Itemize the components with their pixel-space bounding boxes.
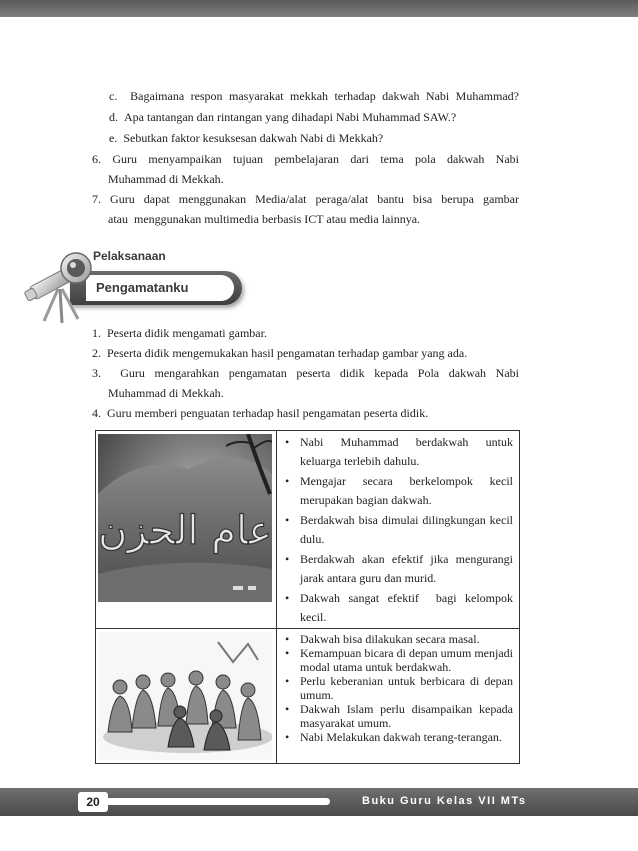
page-number: 20	[78, 792, 108, 812]
obs-step-4: 4. Guru memberi penguatan terhadap hasil pengamatan peserta didik.	[92, 406, 429, 420]
section-tab-title: Pengamatanku	[86, 275, 234, 301]
section-label: Pelaksanaan	[93, 249, 166, 263]
step-7-cont: atau menggunakan multimedia berbasis ICT atau media lainnya.	[108, 212, 421, 226]
group-teaching-illustration	[98, 632, 272, 760]
text-cell	[277, 431, 520, 629]
list-item: • Berdakwah akan efektif jika mengurangi jarak antara guru dan murid.	[285, 550, 513, 588]
book-title: Buku Guru Kelas VII MTs	[362, 795, 527, 807]
observation-table	[95, 430, 520, 764]
telescope-icon	[20, 243, 100, 323]
obs-step-3-cont: Muhammad di Mekkah.	[108, 386, 224, 400]
question-d: d. Apa tantangan dan rintangan yang dihadapi Nabi Muhammad SAW.?	[109, 110, 457, 124]
arabic-calligraphy: عام الحزن	[98, 508, 272, 554]
text-cell	[277, 629, 520, 764]
bullet-list-2	[277, 629, 519, 744]
image-cell	[96, 431, 277, 629]
image-cell	[96, 629, 277, 764]
list-item: • Perlu keberanian untuk berbicara di depan umum.	[285, 674, 513, 702]
table-row	[96, 629, 520, 764]
list-item: • Nabi Melakukan dakwah terang-terangan.	[285, 730, 513, 744]
year-of-sorrow-illustration	[98, 434, 272, 602]
list-item: • Dakwah sangat efektif bagi kelompok kecil.	[285, 589, 513, 627]
list-item: • Dakwah bisa dilakukan secara masal.	[285, 632, 513, 646]
list-item: • Dakwah Islam perlu disampaikan kepada masyarakat umum.	[285, 702, 513, 730]
list-item: • Berdakwah bisa dimulai dilingkungan kecil dulu.	[285, 511, 513, 549]
footer-bar	[100, 798, 330, 805]
step-6-cont: Muhammad di Mekkah.	[108, 172, 224, 186]
table-row	[96, 431, 520, 629]
list-item: • Mengajar secara berkelompok kecil merupakan bagian dakwah.	[285, 472, 513, 510]
obs-step-1: 1. Peserta didik mengamati gambar.	[92, 326, 267, 340]
question-e: e. Sebutkan faktor kesuksesan dakwah Nabi di Mekkah?	[109, 131, 384, 145]
bullet-list-1	[277, 431, 519, 627]
step-6: 6. Guru menyampaikan tujuan pembelajaran dari tema pola dakwah Nabi	[92, 152, 519, 166]
list-item: • Nabi Muhammad berdakwah untuk keluarga terlebih dahulu.	[285, 433, 513, 471]
list-item: • Kemampuan bicara di depan umum menjadi modal utama untuk berdakwah.	[285, 646, 513, 674]
obs-step-2: 2. Peserta didik mengemukakan hasil pengamatan terhadap gambar yang ada.	[92, 346, 468, 360]
question-c: c. Bagaimana respon masyarakat mekkah terhadap dakwah Nabi Muhammad?	[109, 89, 519, 103]
step-7: 7. Guru dapat menggunakan Media/alat peraga/alat bantu bisa berupa gambar	[92, 192, 519, 206]
obs-step-3: 3. Guru mengarahkan pengamatan peserta didik kepada Pola dakwah Nabi	[92, 366, 519, 380]
top-decorative-band	[0, 0, 638, 17]
